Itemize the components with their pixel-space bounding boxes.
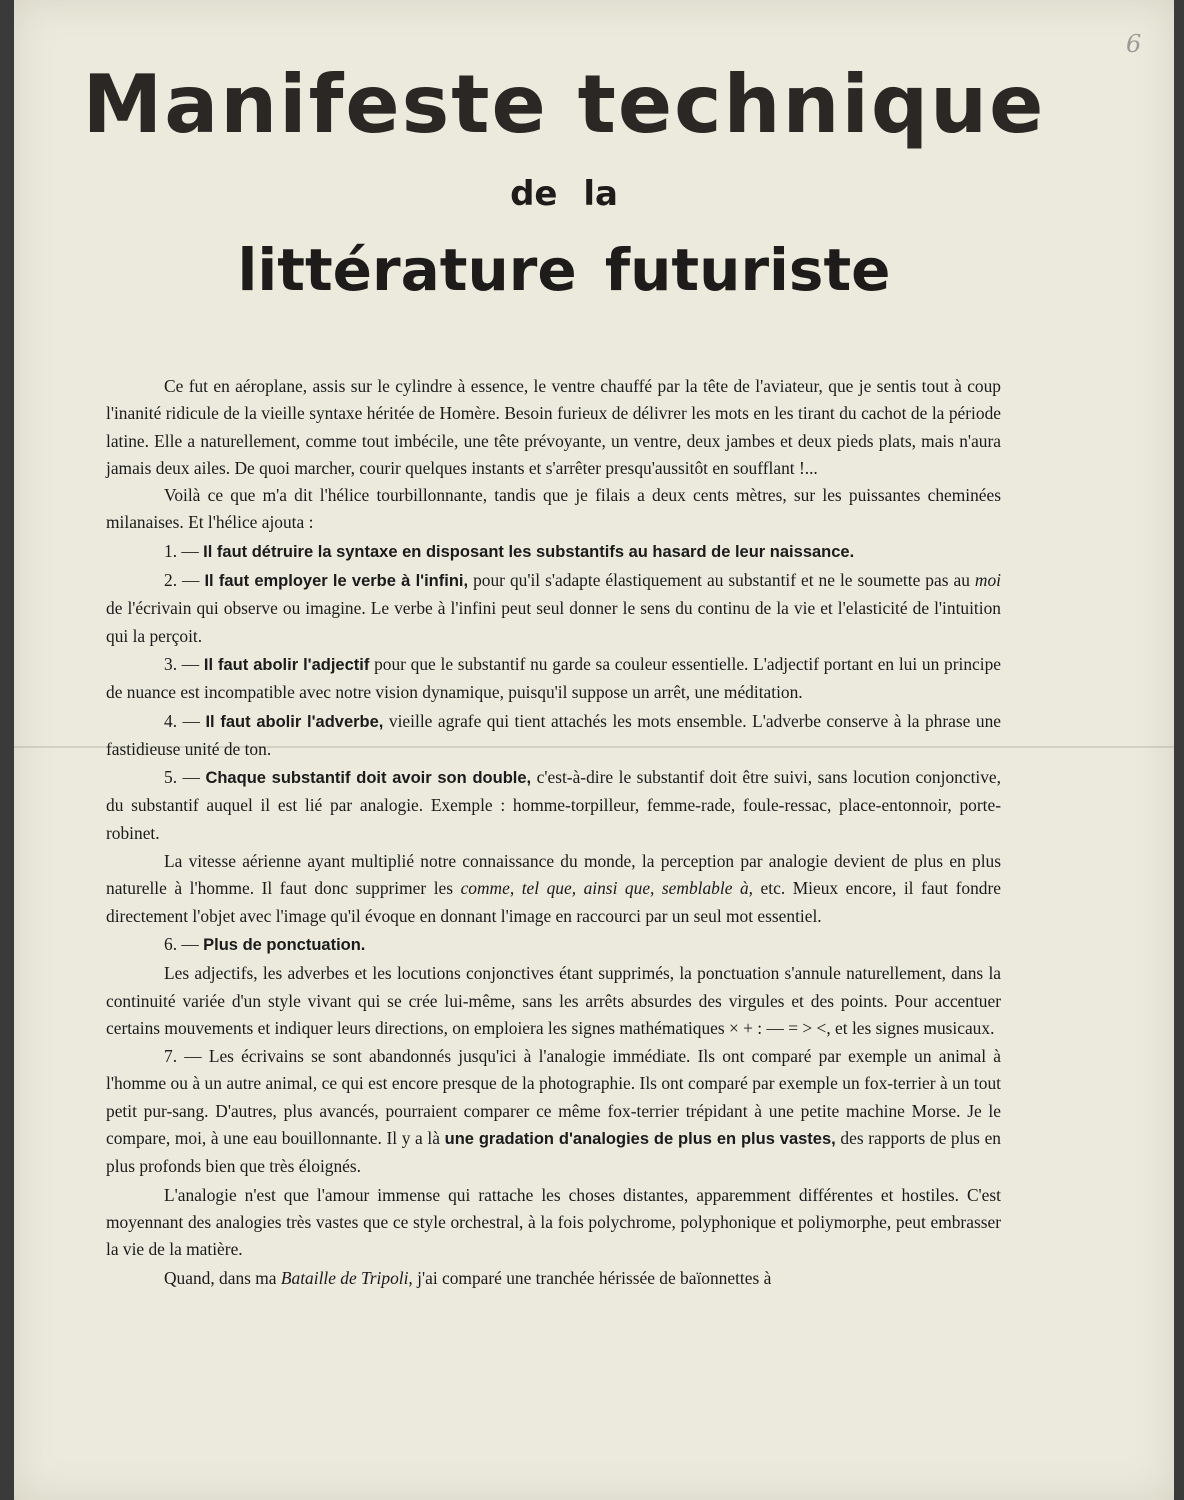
tripoli-text-a: Quand, dans ma bbox=[164, 1267, 277, 1288]
rule-5-number: 5. — bbox=[164, 767, 200, 788]
rule-6-heading: Plus de ponctuation. bbox=[203, 935, 366, 954]
vitesse-italic: comme, tel que, ainsi que, semblable à, bbox=[460, 878, 754, 899]
paragraph-vitesse bbox=[106, 848, 1001, 930]
document-page bbox=[14, 0, 1174, 1500]
tripoli-text-b: j'ai comparé une tranchée hérissée de baïonnettes à bbox=[417, 1267, 772, 1288]
title-line-2: de la bbox=[510, 174, 618, 214]
rule-6 bbox=[106, 931, 1001, 959]
rule-2-heading: Il faut employer le verbe à l'infini, bbox=[204, 572, 469, 591]
rule-6-number: 6. — bbox=[164, 933, 199, 954]
rule-2 bbox=[106, 567, 1001, 650]
rule-1-heading: Il faut détruire la syntaxe en disposant les substantifs au hasard de leur naissance. bbox=[203, 542, 855, 561]
rule-5-text: c'est-à-dire le substantif doit être suivi, sans locution conjonctive, du substantif auquel il est lié par analogie. Exemple : homme-torpilleur, femme-rade, foule-ressac, place-entonnoir, porte-robinet. bbox=[106, 767, 1001, 843]
rule-3-text: pour que le substantif nu garde sa couleur essentielle. L'adjectif portant en lui un principe de nuance est incompatible avec notre vision dynamique, puisqu'il suppose un arrêt, une méditation. bbox=[106, 653, 1001, 703]
rule-2-moi: moi bbox=[974, 570, 1001, 591]
paragraph-analogie: L'analogie n'est que l'amour immense qui rattache les choses distantes, apparemment différentes et hostiles. C'est moyennant des analogies très vastes que ce style orchestral, à la fois polychrome, polyphonique et poliymorphe, peut embrasser la vie de la matière. bbox=[106, 1184, 1001, 1260]
rule-2-number: 2. — bbox=[164, 570, 200, 591]
page-number: 6 bbox=[1126, 30, 1142, 58]
rule-1 bbox=[106, 538, 1001, 566]
rule-3-number: 3. — bbox=[164, 653, 200, 674]
rule-4-heading: Il faut abolir l'adverbe, bbox=[205, 712, 384, 731]
rule-3 bbox=[106, 651, 1001, 707]
rule-7-text: Les écrivains se sont abandonnés jusqu'ici à l'analogie immédiate. Ils ont comparé par exemple un animal à l'homme ou à un autre animal, ce qui est encore presque de la photographie. Ils ont comparé par exemple un fox-terrier à un tout petit pur-sang. D'autres, plus avancés, pourraient comparer ce même fox-terrier trépidant à une petite machine Morse. Je le compare, moi, à une eau bouillonnante. Il y a là bbox=[106, 1046, 1002, 1149]
rule-7-bold: une gradation d'analogies de plus en plus vastes, bbox=[444, 1130, 836, 1149]
paragraph-ponctuation: Les adjectifs, les adverbes et les locutions conjonctives étant supprimés, la ponctuation s'annule naturellement, dans la continuité variée d'un style vivant qui se crée lui-même, sans les arrêts absurdes des virgules et des points. Pour accentuer certains mouvements et indiquer leurs directions, on emploiera les signes mathématiques × + : — = > <, et les signes musicaux. bbox=[106, 963, 1001, 1038]
rule-7 bbox=[106, 1043, 1001, 1180]
vitesse-text-a: La vitesse aérienne ayant multiplié notre connaissance du monde, la perception par analogie devient de plus en plus naturelle à l'homme. Il faut donc supprimer les bbox=[106, 851, 1001, 899]
rule-5-heading: Chaque substantif doit avoir son double, bbox=[205, 769, 532, 788]
paragraph-intro: Ce fut en aéroplane, assis sur le cylindre à essence, le ventre chauffé par la tête de l'aviateur, que je sentis tout à coup l'inanité ridicule de la vieille syntaxe héritée de Homère. Besoin furieux de délivrer les mots en les tirant du cachot de la période latine. Elle a naturellement, comme tout imbécile, une tête prévoyante, un ventre, deux jambes et deux pieds plats, mais n'aura jamais deux ailes. De quoi marcher, courir quelques instants et s'arrêter presqu'aussitôt en soufflant !... bbox=[106, 376, 1001, 478]
title-line-3: littérature futuriste bbox=[237, 236, 891, 304]
tripoli-italic: Bataille de Tripoli, bbox=[280, 1267, 413, 1288]
manifesto-body bbox=[106, 373, 1001, 1292]
rule-2-text-b: de l'écrivain qui observe ou imagine. Le verbe à l'infini peut seul donner le sens du continu de la vie et l'elasticité de l'intuition qui la perçoit. bbox=[106, 598, 1001, 646]
paragraph-tripoli bbox=[106, 1265, 1001, 1292]
rule-4-number: 4. — bbox=[164, 710, 200, 731]
paragraph-helice: Voilà ce que m'a dit l'hélice tourbillonnante, tandis que je filais a deux cents mètres, sur les puissantes cheminées milanaises. Et l'hélice ajouta : bbox=[106, 485, 1001, 533]
rule-5 bbox=[106, 764, 1001, 847]
title-line-1: Manifeste technique bbox=[82, 58, 1046, 151]
rule-4 bbox=[106, 708, 1001, 764]
rule-1-number: 1. — bbox=[164, 540, 199, 561]
rule-4-text: vieille agrafe qui tient attachés les mots ensemble. L'adverbe conserve à la phrase une fastidieuse unité de ton. bbox=[106, 710, 1001, 759]
rule-2-text-a: pour qu'il s'adapte élastiquement au substantif et ne le soumette pas au bbox=[473, 570, 970, 591]
rule-7-number: 7. — bbox=[164, 1046, 202, 1067]
rule-7-end: des rapports de plus en plus profonds bien que très éloignés. bbox=[106, 1128, 1001, 1177]
rule-3-heading: Il faut abolir l'adjectif bbox=[203, 655, 370, 674]
vitesse-text-b: etc. Mieux encore, il faut fondre directement l'objet avec l'image qu'il évoque en donnant l'image en raccourci par un seul mot essentiel. bbox=[106, 878, 1001, 926]
